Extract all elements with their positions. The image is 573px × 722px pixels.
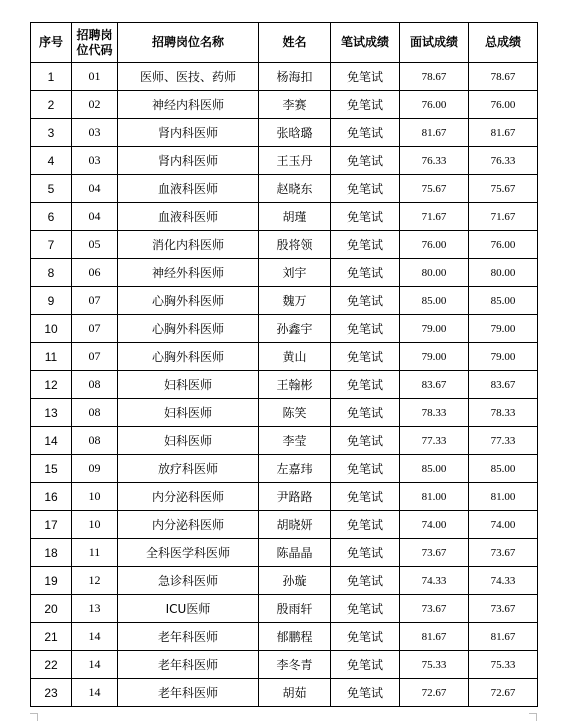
- table-row: [31, 567, 538, 595]
- table-row: [31, 147, 538, 175]
- cell-position-code: 13: [72, 595, 118, 623]
- table-row: [31, 679, 538, 707]
- cell-interview-score: 80.00: [400, 259, 469, 287]
- cell-written-score: 免笔试: [331, 231, 400, 259]
- cell-written-score: 免笔试: [331, 483, 400, 511]
- cell-name: 王玉丹: [259, 147, 331, 175]
- cell-seq: 15: [31, 455, 72, 483]
- table-row: [31, 119, 538, 147]
- cell-total-score: 75.67: [469, 175, 538, 203]
- page-corner-mark-right-vertical: [536, 713, 537, 721]
- cell-name: 胡瑾: [259, 203, 331, 231]
- cell-position-name: 心胸外科医师: [118, 315, 259, 343]
- cell-position-code: 10: [72, 483, 118, 511]
- cell-written-score: 免笔试: [331, 259, 400, 287]
- cell-seq: 21: [31, 623, 72, 651]
- cell-written-score: 免笔试: [331, 539, 400, 567]
- cell-total-score: 78.67: [469, 63, 538, 91]
- cell-total-score: 80.00: [469, 259, 538, 287]
- cell-position-code: 05: [72, 231, 118, 259]
- cell-position-code: 06: [72, 259, 118, 287]
- cell-name: 李赛: [259, 91, 331, 119]
- cell-total-score: 73.67: [469, 595, 538, 623]
- page-corner-mark-left-vertical: [37, 713, 38, 721]
- cell-seq: 7: [31, 231, 72, 259]
- cell-name: 陈晶晶: [259, 539, 331, 567]
- table-row: [31, 287, 538, 315]
- cell-interview-score: 78.67: [400, 63, 469, 91]
- cell-written-score: 免笔试: [331, 371, 400, 399]
- cell-name: 赵晓东: [259, 175, 331, 203]
- table-row: [31, 343, 538, 371]
- cell-total-score: 81.67: [469, 119, 538, 147]
- cell-total-score: 75.33: [469, 651, 538, 679]
- cell-seq: 9: [31, 287, 72, 315]
- cell-name: 殷雨轩: [259, 595, 331, 623]
- cell-interview-score: 85.00: [400, 455, 469, 483]
- cell-position-name: 老年科医师: [118, 651, 259, 679]
- cell-interview-score: 75.67: [400, 175, 469, 203]
- cell-written-score: 免笔试: [331, 399, 400, 427]
- cell-position-code: 08: [72, 427, 118, 455]
- cell-name: 孙璇: [259, 567, 331, 595]
- table-row: [31, 595, 538, 623]
- cell-interview-score: 73.67: [400, 595, 469, 623]
- header-position-name: 招聘岗位名称: [118, 23, 259, 63]
- cell-seq: 8: [31, 259, 72, 287]
- cell-written-score: 免笔试: [331, 287, 400, 315]
- cell-position-name: 妇科医师: [118, 427, 259, 455]
- cell-interview-score: 79.00: [400, 343, 469, 371]
- cell-seq: 1: [31, 63, 72, 91]
- cell-position-code: 01: [72, 63, 118, 91]
- cell-written-score: 免笔试: [331, 203, 400, 231]
- cell-total-score: 81.67: [469, 623, 538, 651]
- cell-total-score: 73.67: [469, 539, 538, 567]
- cell-position-code: 12: [72, 567, 118, 595]
- cell-seq: 12: [31, 371, 72, 399]
- header-interview-score: 面试成绩: [400, 23, 469, 63]
- cell-position-name: 神经外科医师: [118, 259, 259, 287]
- cell-position-code: 07: [72, 315, 118, 343]
- table-row: [31, 427, 538, 455]
- cell-position-name: 神经内科医师: [118, 91, 259, 119]
- cell-interview-score: 71.67: [400, 203, 469, 231]
- cell-written-score: 免笔试: [331, 455, 400, 483]
- cell-written-score: 免笔试: [331, 315, 400, 343]
- cell-position-name: 全科医学科医师: [118, 539, 259, 567]
- cell-name: 孙鑫宇: [259, 315, 331, 343]
- table-row: [31, 651, 538, 679]
- table-row: [31, 399, 538, 427]
- cell-written-score: 免笔试: [331, 343, 400, 371]
- cell-position-name: ICU医师: [118, 595, 259, 623]
- cell-name: 王翰彬: [259, 371, 331, 399]
- table-row: [31, 175, 538, 203]
- cell-seq: 2: [31, 91, 72, 119]
- table-header: [31, 23, 538, 63]
- cell-seq: 14: [31, 427, 72, 455]
- cell-position-name: 医师、医技、药师: [118, 63, 259, 91]
- table-row: [31, 511, 538, 539]
- cell-seq: 16: [31, 483, 72, 511]
- cell-seq: 19: [31, 567, 72, 595]
- cell-written-score: 免笔试: [331, 651, 400, 679]
- cell-position-code: 04: [72, 203, 118, 231]
- table-row: [31, 91, 538, 119]
- cell-total-score: 78.33: [469, 399, 538, 427]
- table-row: [31, 315, 538, 343]
- cell-written-score: 免笔试: [331, 679, 400, 707]
- cell-seq: 18: [31, 539, 72, 567]
- header-row: [31, 23, 538, 63]
- table-row: [31, 623, 538, 651]
- cell-name: 杨海扣: [259, 63, 331, 91]
- cell-seq: 13: [31, 399, 72, 427]
- cell-total-score: 74.33: [469, 567, 538, 595]
- cell-total-score: 77.33: [469, 427, 538, 455]
- cell-name: 李冬青: [259, 651, 331, 679]
- cell-seq: 17: [31, 511, 72, 539]
- cell-interview-score: 74.00: [400, 511, 469, 539]
- cell-seq: 20: [31, 595, 72, 623]
- cell-position-name: 心胸外科医师: [118, 343, 259, 371]
- cell-total-score: 81.00: [469, 483, 538, 511]
- cell-position-code: 08: [72, 399, 118, 427]
- cell-name: 尹路路: [259, 483, 331, 511]
- cell-position-name: 消化内科医师: [118, 231, 259, 259]
- cell-interview-score: 81.67: [400, 623, 469, 651]
- cell-total-score: 85.00: [469, 455, 538, 483]
- cell-interview-score: 76.00: [400, 91, 469, 119]
- cell-position-name: 内分泌科医师: [118, 511, 259, 539]
- table-row: [31, 63, 538, 91]
- cell-written-score: 免笔试: [331, 595, 400, 623]
- cell-position-code: 07: [72, 343, 118, 371]
- cell-interview-score: 76.00: [400, 231, 469, 259]
- cell-name: 魏万: [259, 287, 331, 315]
- cell-position-code: 04: [72, 175, 118, 203]
- cell-interview-score: 76.33: [400, 147, 469, 175]
- cell-position-code: 11: [72, 539, 118, 567]
- cell-name: 张晗璐: [259, 119, 331, 147]
- header-written-score: 笔试成绩: [331, 23, 400, 63]
- recruitment-results-table: [30, 22, 538, 707]
- cell-written-score: 免笔试: [331, 567, 400, 595]
- cell-interview-score: 72.67: [400, 679, 469, 707]
- cell-position-code: 08: [72, 371, 118, 399]
- cell-interview-score: 77.33: [400, 427, 469, 455]
- cell-seq: 4: [31, 147, 72, 175]
- cell-seq: 5: [31, 175, 72, 203]
- cell-name: 陈笑: [259, 399, 331, 427]
- cell-total-score: 79.00: [469, 315, 538, 343]
- cell-written-score: 免笔试: [331, 147, 400, 175]
- cell-total-score: 76.00: [469, 91, 538, 119]
- table-row: [31, 231, 538, 259]
- cell-interview-score: 85.00: [400, 287, 469, 315]
- cell-seq: 23: [31, 679, 72, 707]
- cell-interview-score: 79.00: [400, 315, 469, 343]
- cell-written-score: 免笔试: [331, 511, 400, 539]
- cell-total-score: 79.00: [469, 343, 538, 371]
- cell-written-score: 免笔试: [331, 63, 400, 91]
- table-row: [31, 455, 538, 483]
- cell-position-code: 03: [72, 147, 118, 175]
- cell-position-name: 放疗科医师: [118, 455, 259, 483]
- results-table-container: [30, 22, 537, 707]
- cell-position-code: 09: [72, 455, 118, 483]
- cell-name: 殷将领: [259, 231, 331, 259]
- cell-total-score: 72.67: [469, 679, 538, 707]
- cell-position-code: 03: [72, 119, 118, 147]
- cell-seq: 22: [31, 651, 72, 679]
- cell-written-score: 免笔试: [331, 119, 400, 147]
- cell-position-code: 10: [72, 511, 118, 539]
- cell-written-score: 免笔试: [331, 91, 400, 119]
- cell-seq: 6: [31, 203, 72, 231]
- cell-total-score: 74.00: [469, 511, 538, 539]
- table-row: [31, 371, 538, 399]
- cell-seq: 11: [31, 343, 72, 371]
- cell-total-score: 83.67: [469, 371, 538, 399]
- cell-total-score: 71.67: [469, 203, 538, 231]
- table-row: [31, 259, 538, 287]
- cell-position-code: 14: [72, 679, 118, 707]
- cell-position-name: 血液科医师: [118, 175, 259, 203]
- table-row: [31, 483, 538, 511]
- cell-position-name: 急诊科医师: [118, 567, 259, 595]
- cell-written-score: 免笔试: [331, 623, 400, 651]
- header-position-code: 招聘岗位代码: [72, 23, 118, 63]
- cell-name: 李莹: [259, 427, 331, 455]
- cell-interview-score: 83.67: [400, 371, 469, 399]
- cell-position-name: 妇科医师: [118, 371, 259, 399]
- cell-name: 郁鹏程: [259, 623, 331, 651]
- cell-seq: 10: [31, 315, 72, 343]
- cell-interview-score: 73.67: [400, 539, 469, 567]
- cell-name: 胡茹: [259, 679, 331, 707]
- cell-interview-score: 81.00: [400, 483, 469, 511]
- cell-position-code: 02: [72, 91, 118, 119]
- cell-name: 刘宇: [259, 259, 331, 287]
- cell-position-name: 心胸外科医师: [118, 287, 259, 315]
- table-row: [31, 203, 538, 231]
- header-total-score: 总成绩: [469, 23, 538, 63]
- cell-position-code: 07: [72, 287, 118, 315]
- cell-position-name: 血液科医师: [118, 203, 259, 231]
- cell-position-name: 妇科医师: [118, 399, 259, 427]
- cell-total-score: 76.00: [469, 231, 538, 259]
- cell-position-code: 14: [72, 651, 118, 679]
- header-name: 姓名: [259, 23, 331, 63]
- cell-name: 胡晓妍: [259, 511, 331, 539]
- cell-total-score: 76.33: [469, 147, 538, 175]
- cell-interview-score: 78.33: [400, 399, 469, 427]
- cell-position-name: 老年科医师: [118, 623, 259, 651]
- cell-total-score: 85.00: [469, 287, 538, 315]
- cell-interview-score: 81.67: [400, 119, 469, 147]
- cell-written-score: 免笔试: [331, 427, 400, 455]
- cell-position-name: 老年科医师: [118, 679, 259, 707]
- cell-seq: 3: [31, 119, 72, 147]
- cell-position-name: 肾内科医师: [118, 119, 259, 147]
- cell-interview-score: 75.33: [400, 651, 469, 679]
- header-seq: 序号: [31, 23, 72, 63]
- cell-position-code: 14: [72, 623, 118, 651]
- cell-name: 黄山: [259, 343, 331, 371]
- cell-name: 左嘉玮: [259, 455, 331, 483]
- cell-position-name: 内分泌科医师: [118, 483, 259, 511]
- cell-position-name: 肾内科医师: [118, 147, 259, 175]
- table-body: [31, 63, 538, 707]
- table-row: [31, 539, 538, 567]
- cell-written-score: 免笔试: [331, 175, 400, 203]
- cell-interview-score: 74.33: [400, 567, 469, 595]
